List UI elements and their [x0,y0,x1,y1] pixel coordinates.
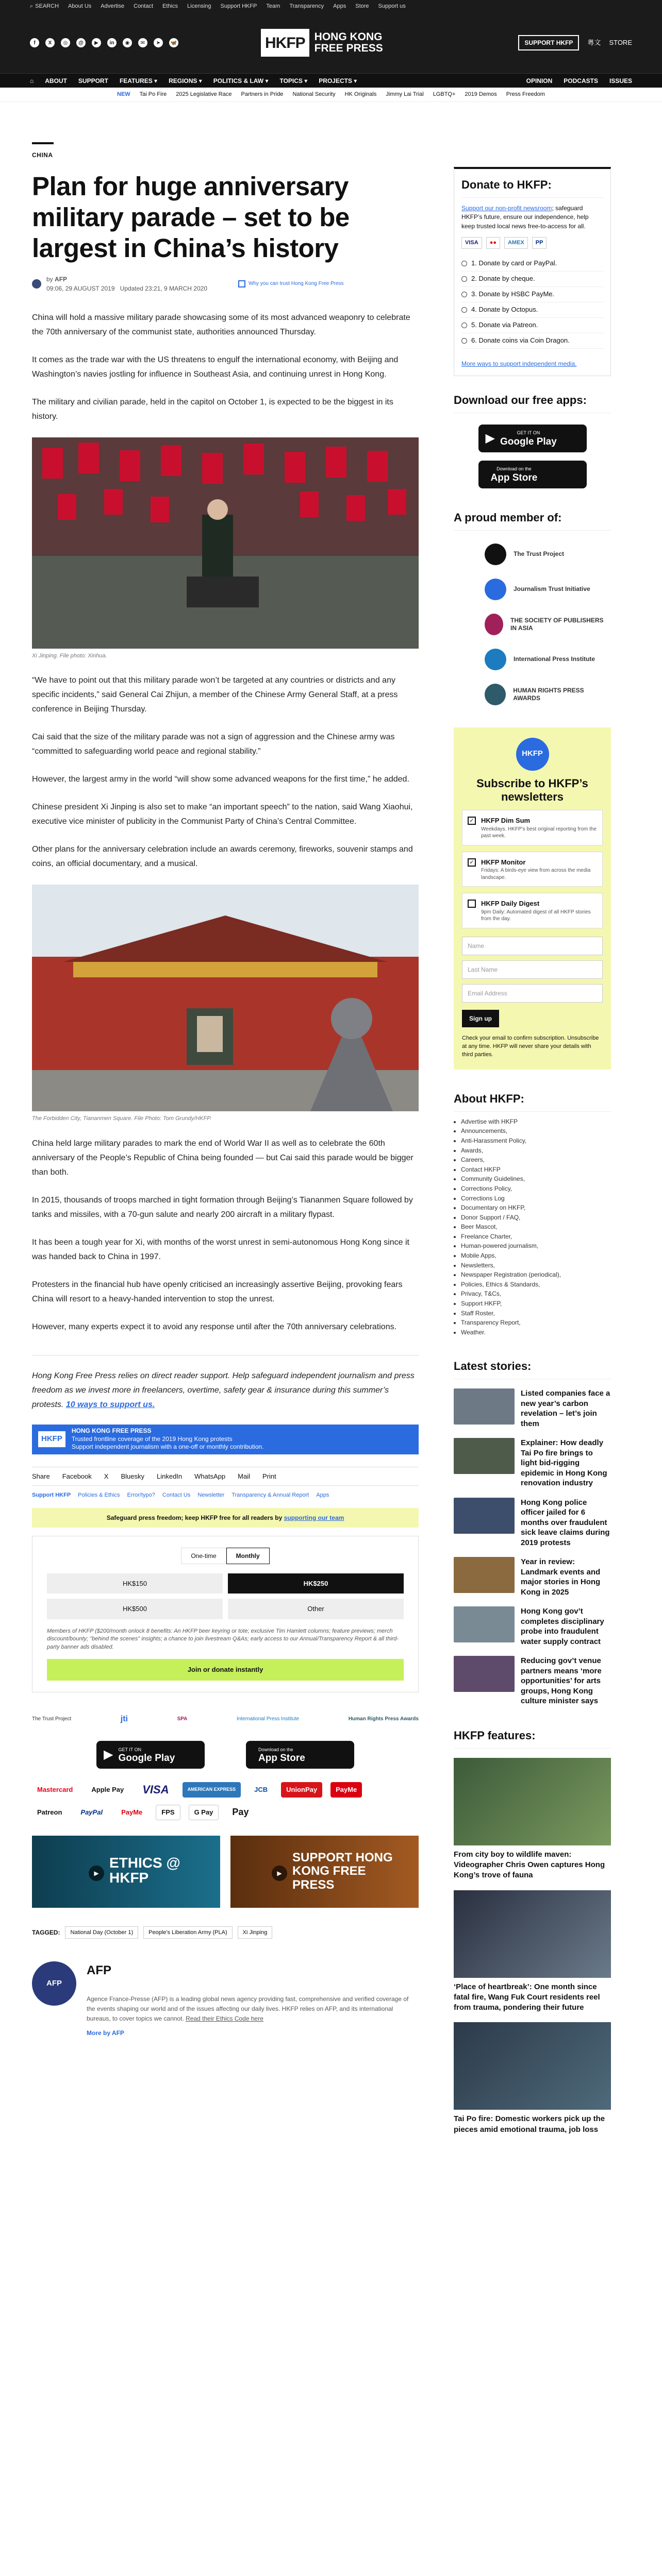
search-link[interactable]: ⌕ SEARCH [30,2,59,11]
jti-badge[interactable]: Journalism Trust Initiative [485,572,611,607]
top-link-advertise[interactable]: Advertise [101,3,125,9]
about-link[interactable]: • Contact HKFP [461,1165,611,1175]
ethics-video[interactable]: ETHICS @ HKFP ▶ [32,1836,220,1908]
trust-project-badge[interactable]: The Trust Project [485,537,611,572]
paragraph: Chinese president Xi Jinping is also set to make “an important speech” to the nation, said Wang Xiaohui, executive vice minister of publicity in the Communist Party of China’s Central Committee. [32,803,413,826]
story-item[interactable]: Hong Kong police officer jailed for 6 months over fraudulent sick leave claims during 2019 protests [454,1498,611,1548]
app-store-button[interactable]: Download on the App Store [246,1741,354,1769]
banner-logo: HKFP [38,1431,65,1447]
story-thumbnail [454,1388,515,1425]
about-link[interactable]: • Freelance Charter, [461,1232,611,1242]
newsletter-title: Subscribe to HKFP’s newsletters [476,776,588,804]
donate-method[interactable]: 2. Donate by cheque. [461,272,603,287]
bio-name[interactable]: AFP [87,1963,111,1978]
about-link[interactable]: • Advertise with HKFP [461,1117,611,1127]
trust-link[interactable]: Why you can trust Hong Kong Free Press [238,280,344,287]
paragraph: China will hold a massive military parade showcasing some of its most advanced weaponry to celebrate the 70th anniversary of the communist state, authorities announced Thursday. [32,313,410,336]
member-benefits: Members of HKFP ($200/month onlock 8 benefits: An HKFP beer keyring or tote; exclusive Tim Hamlett columns; feature previews; merch discount/bounty; "behind the scenes" insights; a chance to join livestream Q&As; early access to our Annual/Transparency Report & all third-party banner ads disabled. [47,1628,399,1651]
donate-method[interactable]: 5. Donate via Patreon. [461,318,603,333]
story-thumbnail [454,1438,515,1474]
header-actions [518,35,632,50]
about-link[interactable]: • Careers, [461,1155,611,1165]
author-bio [32,1961,419,2038]
donate-method[interactable]: 1. Donate by card or PayPal. [461,256,603,272]
mail-icon[interactable]: ✉ [138,38,147,47]
membership-widget: A proud member of: The Trust Project Journalism Trust Initiative THE SOCIETY OF PUBLISHERS IN ASIA International Press Institute HUMAN RIGHTS PRESS AWARDS [454,509,611,712]
banner-title: HONG KONG FREE PRESS [71,1427,152,1435]
share-linkedin[interactable]: LinkedIn [157,1472,183,1480]
rss-icon[interactable]: ◉ [123,38,132,47]
tag-item[interactable]: National Day (October 1) [65,1926,138,1939]
about-link[interactable]: • Beer Mascot, [461,1222,611,1232]
play-icon: ▶ [272,1866,287,1881]
paragraph: Other plans for the anniversary celebration include an awards ceremony, fireworks, souvenir stamps and coins, an official documentary, and a musical. [32,845,413,869]
main-nav [0,73,662,88]
share-print[interactable]: Print [262,1472,276,1480]
payme-icon: PayMe [330,1782,362,1798]
article-footer-links [32,1491,419,1500]
feature-thumbnail [454,1758,611,1845]
latest-stories: Latest stories: Listed companies face a new year’s carbon revelation – let’s join them Explainer: How deadly Tai Po fire brings to light bid-rigging epidemic in Hong Kong renovation industry Hong Kong police officer jailed for 6 months over fraudulent sick leave claims during 2019 protests Year in review: Landmark events and major stories in Hong Kong in 2025 Hong Kong gov’t completes disciplinary probe into fraudulent water supply contract Reducing gov’t venue partners means ‘more opportunities’ for arts groups, Hong Kong culture minister says [454,1358,611,1706]
payme-icon-2: PayMe [121,1808,143,1817]
about-link[interactable]: • Human-powered journalism, [461,1241,611,1251]
feature-thumbnail [454,2022,611,2110]
about-list [454,1117,611,1337]
trend-4[interactable]: National Security [292,91,336,98]
amount-500[interactable]: HK$500 [47,1599,223,1619]
tag-item[interactable]: People's Liberation Army (PLA) [143,1926,233,1939]
top-link-team[interactable]: Team [266,3,280,9]
google-play-icon: ▶ [485,431,495,445]
story-item[interactable]: Reducing gov’t venue partners means ‘more opportunities’ for arts groups, Hong Kong culture minister says [454,1656,611,1706]
nav-opinion[interactable]: OPINION [526,77,553,84]
about-link[interactable]: • Corrections Log [461,1194,611,1204]
checkbox-icon: ✓ [468,817,476,825]
about-link[interactable]: • Staff Roster, [461,1309,611,1318]
nav-topics[interactable]: TOPICS ▾ [279,77,308,84]
about-link[interactable]: • Anti-Harassment Policy, [461,1136,611,1146]
sidebar [454,102,611,2135]
gpay-icon: G Pay [189,1805,219,1820]
share-facebook[interactable]: Facebook [62,1472,92,1480]
nav-politics[interactable]: POLITICS & LAW ▾ [213,77,269,84]
top-link-ethics[interactable]: Ethics [162,3,178,9]
donate-text: Support our non-profit newsroom; safeguard HKFP’s future, ensure our independence, help keep trusted local news free-to-access for all. [461,205,589,230]
feature-thumbnail [454,1890,611,1978]
applepay-icon-2: Pay [232,1807,249,1818]
error-typo-link[interactable]: Error/typo? [127,1492,155,1499]
amount-250[interactable]: HK$250 [228,1573,404,1594]
ways-to-support-link[interactable]: 10 ways to support us. [65,1400,155,1409]
donate-method[interactable]: 4. Donate by Octopus. [461,302,603,318]
amount-grid [47,1573,404,1619]
author-avatar-large: AFP [32,1961,76,2006]
paragraph: The military and civilian parade, held in the capitol on October 1, is expected to be the biggest in its history. [32,397,393,421]
top-link-contact[interactable]: Contact [134,3,154,9]
safeguard-strip: Safeguard press freedom; keep HKFP free for all readers by supporting our team [32,1508,419,1528]
nav-issues[interactable]: ISSUES [609,77,632,84]
share-whatsapp[interactable]: WhatsApp [194,1472,226,1480]
trend-5[interactable]: HK Originals [344,91,377,98]
trend-2[interactable]: 2025 Legislative Race [176,91,232,98]
newsletter-note: Check your email to confirm subscription. Unsubscribe at any time. HKFP will never share your details with third parties. [462,1035,599,1058]
hrpa-logo[interactable]: Human Rights Press Awards [348,1716,419,1722]
article-body [32,311,419,1412]
trend-9[interactable]: Press Freedom [506,91,545,98]
nav-projects[interactable]: PROJECTS ▾ [319,77,357,84]
photo-xi-jinping [32,437,419,649]
about-link[interactable]: • Privacy, T&Cs, [461,1289,611,1299]
share-x[interactable]: X [104,1472,109,1480]
support-video[interactable]: SUPPORT HONG KONG FREE PRESS ▶ [230,1836,419,1908]
support-appeal: Hong Kong Free Press relies on direct reader support. Help safeguard independent journalism and press freedom as we invest more in freelancers, overtime, safety gear & insurance during this summer’s protests. 10 ways to support us. [32,1371,415,1409]
checkbox-icon [468,900,476,908]
top-link-support[interactable]: Support HKFP [220,3,257,9]
policies-link[interactable]: Policies & Ethics [78,1492,120,1499]
about-link[interactable]: • Announcements, [461,1126,611,1136]
linkedin-icon[interactable]: in [107,38,117,47]
monthly-tab[interactable]: Monthly [226,1548,270,1564]
support-hkfp-button[interactable]: SUPPORT HKFP [518,35,579,50]
author-line: by AFP 09:06, 29 AUGUST 2019 Updated 23:21, 9 MARCH 2020 [46,275,207,292]
story-thumbnail [454,1656,515,1692]
footer-app-stores [32,1741,419,1769]
about-link[interactable]: • Policies, Ethics & Standards, [461,1280,611,1290]
about-widget: About HKFP: • Advertise with HKFP • Announcements, • Anti-Harassment Policy, • Awards, • Careers, • Contact HKFP • Community Guidelines, • Corrections Policy, • Corrections Log • Documentary on HKFP, • Donor Support / FAQ, • Beer Mascot, • Freelance Charter, • Human-powered journalism, • Mobile Apps, • Newsletters, • Newspaper Registration (periodical), • Policies, Ethics & Standards, • Privacy, T&Cs, • Support HKFP, • Staff Roster, • Transparency Report, • Weather. [454,1090,611,1337]
story-item[interactable]: Listed companies face a new year’s carbon revelation – let’s join them [454,1388,611,1429]
amount-other[interactable]: Other [228,1599,404,1619]
donate-widget [454,167,611,376]
one-time-tab[interactable]: One-time [181,1548,226,1564]
new-label: NEW [117,91,130,98]
applepay-icon: Apple Pay [91,1786,124,1794]
site-header [0,12,662,73]
support-banner[interactable]: HKFP HONG KONG FREE PRESS Trusted frontline coverage of the 2019 Hong Kong protests Support independent journalism with a one-off or monthly contribution. [32,1425,419,1454]
google-play-button[interactable]: ▶ GET IT ON Google Play [478,425,587,452]
language-link[interactable]: 粵文 [587,39,601,47]
telegram-icon[interactable]: ➤ [154,38,163,47]
category-rule [32,142,54,144]
paypal-icon: PP [532,237,547,249]
about-link[interactable]: • Support HKFP, [461,1299,611,1309]
author-avatar [32,279,41,289]
contact-link[interactable]: Contact Us [162,1492,191,1499]
story-item[interactable]: Year in review: Landmark events and major stories in Hong Kong in 2025 [454,1557,611,1597]
share-bar [32,1467,419,1486]
trend-8[interactable]: 2019 Demos [465,91,497,98]
hkfp-badge: HKFP [516,738,549,771]
forbidden-city-photo [32,885,419,1111]
share-bluesky[interactable]: Bluesky [121,1472,144,1480]
google-play-button[interactable]: ▶ GET IT ON Google Play [96,1741,205,1769]
site-logo[interactable] [261,29,383,57]
photo-caption: Xi Jinping. File photo: Xinhua. [32,652,107,659]
newsletter-widget [454,727,611,1070]
spa-badge[interactable]: THE SOCIETY OF PUBLISHERS IN ASIA [485,607,611,642]
x-icon[interactable]: X [45,38,55,47]
home-icon[interactable]: ⌂ [30,77,34,84]
paragraph: It has been a tough year for Xi, with months of the worst unrest in semi-autonomous Hong Kong since it was handed back to China in 1997. [32,1238,409,1261]
donate-method[interactable]: 6. Donate coins via Coin Dragon. [461,333,603,349]
paragraph: However, many experts expect it to avoid any response until after the 70th anniversary celebrations. [32,1322,397,1331]
visa-icon: VISA [142,1783,169,1797]
paragraph: It comes as the trade war with the US threatens to engulf the international economy, with Beijing and Washington’s navies jostling for influence in Southeast Asia, and continuing unrest in Hong Kong. [32,355,399,379]
more-by-afp-link[interactable]: More by AFP [87,2029,124,2037]
nav-features[interactable]: FEATURES ▾ [119,77,158,84]
play-icon: ▶ [89,1866,104,1881]
nav-about[interactable]: ABOUT [45,77,67,84]
paragraph: China held large military parades to mark the end of World War II as well as to celebrate the 60th anniversary of the People’s Republic of China being founded — but Cai said this parade would be bigger than both. [32,1139,413,1177]
donate-title: Donate to HKFP: [461,176,603,198]
about-link[interactable]: • Mobile Apps, [461,1251,611,1261]
newsletter-option[interactable]: ✓ HKFP Dim Sum Weekdays. HKFP's best original reporting from the past week. [462,810,603,845]
top-link-transparency[interactable]: Transparency [289,3,324,9]
checkbox-icon: ✓ [468,858,476,867]
logo-text: HONG KONG FREE PRESS [314,30,383,54]
about-link[interactable]: • Newsletters, [461,1261,611,1270]
social-icons [30,38,178,47]
visa-icon: VISA [461,237,482,249]
article-column [32,102,419,2038]
first-name-field[interactable]: Name [462,937,603,955]
trend-3[interactable]: Partners in Pride [241,91,284,98]
nav-podcasts[interactable]: PODCASTS [564,77,598,84]
share-label: Share [32,1472,50,1480]
store-link[interactable]: STORE [609,39,632,47]
paragraph: However, the largest army in the world “will show some advanced weapons for the first time,” he added. [32,775,409,784]
more-ways-link[interactable]: More ways to support independent media. [461,360,577,367]
author-name[interactable]: AFP [55,275,68,283]
tag-item[interactable]: Xi Jinping [238,1926,273,1939]
newsletter-option[interactable]: HKFP Daily Digest 9pm Daily: Automated digest of all HKFP stories from the day. [462,893,603,928]
apps-link[interactable]: Apps [316,1492,329,1499]
supporting-team-link[interactable]: supporting our team [284,1514,344,1521]
article-title: Plan for huge anniversary military parade – set to be largest in China’s history [32,172,350,263]
about-link[interactable]: • Weather. [461,1328,611,1337]
share-mail[interactable]: Mail [238,1472,250,1480]
paragraph: “We have to point out that this military parade won’t be targeted at any countries or districts and any specific incidents,” said General Cai Zhijun, a member of the Chinese Army General Staff, at a press conference in Beijing Thursday. [32,676,398,714]
feature-item[interactable]: Tai Po fire: Domestic workers pick up the pieces amid emotional trauma, job loss [454,2022,611,2135]
photo-forbidden-city [32,885,419,1111]
donation-widget [32,1536,419,1692]
frequency-toggle [47,1548,404,1564]
donate-methods [461,256,603,349]
amount-150[interactable]: HK$150 [47,1573,223,1594]
about-link[interactable]: • Documentary on HKFP, [461,1203,611,1213]
amex-icon: AMERICAN EXPRESS [183,1782,241,1798]
trend-6[interactable]: Jimmy Lai Trial [386,91,424,98]
byline [32,275,419,293]
photo-caption: The Forbidden City, Tiananmen Square. File Photo: Tom Grundy/HKFP. [32,1115,212,1122]
paragraph: Cai said that the size of the military parade was not a sign of aggression and the Chinese army was “committed to safeguarding world peace and regional stability.” [32,733,395,756]
feature-item[interactable]: ‘Place of heartbreak’: One month since fatal fire, Wang Fuk Court residents reel from trauma, pondering their future [454,1890,611,2013]
jti-logo[interactable]: jti [120,1714,128,1723]
logo-mark: HKFP [261,29,309,57]
about-link[interactable]: • Community Guidelines, [461,1174,611,1184]
ipi-badge[interactable]: International Press Institute [485,642,611,677]
story-thumbnail [454,1498,515,1534]
spa-logo[interactable]: SPA [177,1716,188,1722]
facebook-icon[interactable]: f [30,38,39,47]
story-item[interactable]: Hong Kong gov’t completes disciplinary probe into fraudulent water supply contract [454,1606,611,1647]
story-thumbnail [454,1606,515,1642]
signup-button[interactable]: Sign up [462,1010,499,1027]
top-utility-bar [0,0,662,12]
paypal-icon: PayPal [80,1808,103,1817]
app-store-button[interactable]: Download on the App Store [478,461,587,488]
top-link-licensing[interactable]: Licensing [187,3,211,9]
about-link[interactable]: • Awards, [461,1146,611,1156]
join-donate-button[interactable]: Join or donate instantly [47,1659,404,1681]
search-icon: ⌕ [30,3,34,9]
amex-icon: AMEX [504,237,528,249]
paragraph: In 2015, thousands of troops marched in tight formation through Beijing’s Tiananmen Square followed by tanks and missiles, with a 70-gun salute and nearly 200 aircraft in a military flypast. [32,1195,413,1219]
top-link-about[interactable]: About Us [68,3,92,9]
jcb-icon: JCB [254,1786,268,1794]
top-link-store[interactable]: Store [355,3,369,9]
newsletter-link[interactable]: Newsletter [197,1492,225,1499]
top-link-apps[interactable]: Apps [333,3,346,9]
payment-methods [32,1782,419,1820]
last-name-field[interactable]: Last Name [462,960,603,979]
apps-widget: Download our free apps: ▶ GET IT ON Google Play Download on the App Store [454,392,611,488]
fps-icon: FPS [156,1805,180,1820]
instagram-icon[interactable]: ◎ [61,38,70,47]
transparency-link[interactable]: Transparency & Annual Report [231,1492,309,1499]
donate-method[interactable]: 3. Donate by HSBC PayMe. [461,287,603,302]
bluesky-icon[interactable]: 🦋 [169,38,178,47]
updated-date: Updated 23:21, 9 MARCH 2020 [120,284,207,292]
trust-project-logo[interactable]: The Trust Project [32,1716,72,1722]
about-link[interactable]: • Corrections Policy, [461,1184,611,1194]
mastercard-icon: Mastercard [37,1786,73,1794]
newsletter-option[interactable]: ✓ HKFP Monitor Fridays: A birds-eye view from across the media landscape. [462,852,603,887]
youtube-icon[interactable]: ▶ [92,38,101,47]
about-link[interactable]: • Transparency Report, [461,1318,611,1328]
google-play-icon: ▶ [104,1747,113,1761]
trend-7[interactable]: LGBTQ+ [433,91,456,98]
top-link-support-us[interactable]: Support us [378,3,406,9]
parade-photo [32,437,419,649]
article-category[interactable]: CHINA [32,151,53,159]
trend-1[interactable]: Tai Po Fire [139,91,167,98]
support-hkfp-link[interactable]: Support HKFP [32,1492,71,1499]
patreon-icon: Patreon [37,1808,62,1817]
about-link[interactable]: • Newspaper Registration (periodical), [461,1270,611,1280]
about-link[interactable]: • Donor Support / FAQ, [461,1213,611,1223]
videos [32,1836,419,1908]
nav-regions[interactable]: REGIONS ▾ [169,77,202,84]
unionpay-icon: UnionPay [281,1782,322,1798]
features-widget: HKFP features: From city boy to wildlife maven: Videographer Chris Owen captures Hong Kong’s trove of fauna ‘Place of heartbreak’: One month since fatal fire, Wang Fuk Court residents reel from trauma, pondering their future Tai Po fire: Domestic workers pick up the pieces amid emotional trauma, job loss [454,1727,611,2135]
story-item[interactable]: Explainer: How deadly Tai Po fire brings to light bid-rigging epidemic in Hong Kong renovation industry [454,1438,611,1488]
threads-icon[interactable]: @ [76,38,86,47]
footer-member-logos [32,1713,419,1725]
ipi-logo[interactable]: International Press Institute [237,1716,300,1722]
publish-date: 09:06, 29 AUGUST 2019 [46,284,115,292]
trending-bar [0,88,662,102]
email-field[interactable]: Email Address [462,984,603,1003]
paragraph: Protesters in the financial hub have openly criticised an increasingly assertive Beijing, provoking fears China will resort to a heavy-handed intervention to stop the unrest. [32,1280,403,1303]
nav-support[interactable]: SUPPORT [78,77,108,84]
bio-text: Agence France-Presse (AFP) is a leading global news agency providing fast, comprehensive and verified coverage of the events shaping our world and of the issues affecting our daily lives. HKFP relies on AFP, and its international bureaus, to cover topics we cannot. Read their Ethics Code here [87,1995,409,2022]
story-thumbnail [454,1557,515,1593]
tag-list: TAGGED: National Day (October 1) People's Liberation Army (PLA) Xi Jinping [32,1926,419,1939]
trust-icon [238,280,245,287]
card-icons [461,237,603,249]
hrpa-badge[interactable]: HUMAN RIGHTS PRESS AWARDS [485,677,611,712]
mastercard-icon: ●● [486,237,500,249]
feature-item[interactable]: From city boy to wildlife maven: Videographer Chris Owen captures Hong Kong’s trove of fauna [454,1758,611,1881]
ethics-code-link[interactable]: Read their Ethics Code here [186,2014,263,2022]
